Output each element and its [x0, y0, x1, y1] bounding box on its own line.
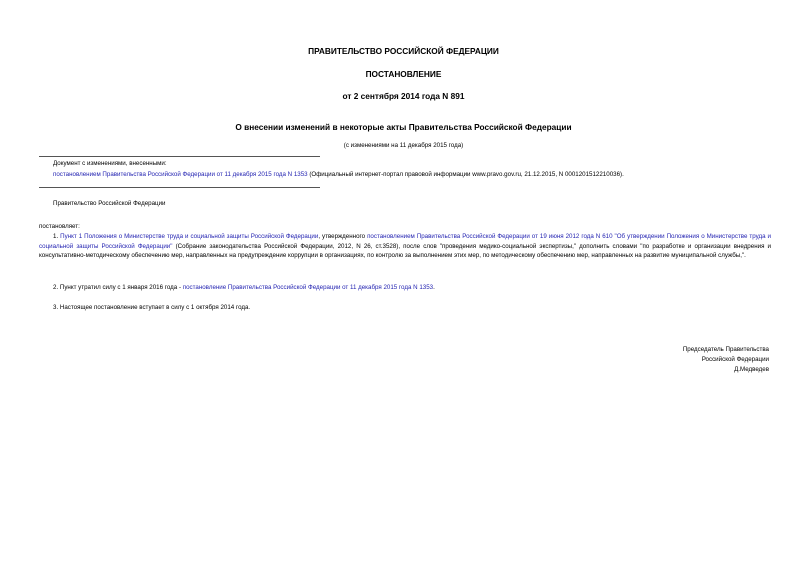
- paragraph-2: [53, 283, 435, 293]
- changes-source-text: (Официальный интернет-портал правовой информации www.pravo.gov.ru, 21.12.2015, N 0001201512210036).: [307, 171, 624, 178]
- paragraph-1-text-b: (Собрание законодательства Российской Федерации, 2012, N 26, ст.3528), после слов "проведения медико-социальной экспертизы," дополнить словами "по разработке и организации внедрения и консультативно-методическому обеспечению мер, направленных на предупреждение коррупции в организациях, по контролю за выполнением этих мер, по методическому обеспечению мер, направленных на развитие муниципальной службы,".: [39, 242, 771, 260]
- document-title: О внесении изменений в некоторые акты Правительства Российской Федерации: [235, 122, 572, 132]
- government-label: Правительство Российской Федерации: [53, 200, 166, 207]
- paragraph-1-number: 1.: [53, 233, 61, 240]
- paragraph-1: [39, 232, 771, 261]
- government-heading: ПРАВИТЕЛЬСТВО РОССИЙСКОЙ ФЕДЕРАЦИИ: [308, 46, 499, 56]
- signature-position: Председатель Правительства: [682, 346, 769, 353]
- decrees-label: постановляет:: [39, 223, 80, 230]
- changes-heading: Документ с изменениями, внесенными:: [53, 160, 167, 167]
- changes-bottom-rule: [39, 187, 320, 188]
- amending-decree-link[interactable]: постановлением Правительства Российской Федерации от 11 декабря 2015 года N 1353: [53, 171, 308, 178]
- ministry-regulation-clause-link[interactable]: Пункт 1 Положения о Министерстве труда и социальной защиты Российской Федерации: [60, 233, 319, 240]
- changes-entry: [53, 170, 624, 180]
- paragraph-1-text-a: , утвержденного: [318, 233, 368, 240]
- decree-1353-link[interactable]: постановление Правительства Российской Федерации от 11 декабря 2015 года N 1353: [182, 284, 434, 291]
- revision-note: (с изменениями на 11 декабря 2015 года): [343, 142, 464, 149]
- decree-610-link[interactable]: постановлением Правительства Российской Федерации от 19 июня 2012 года N 610 "Об утверждении Положения о Министерстве труда и социальной защиты Российской Федерации": [39, 233, 772, 250]
- signature-country: Российской Федерации: [701, 356, 769, 363]
- document-type: ПОСТАНОВЛЕНИЕ: [365, 69, 442, 79]
- paragraph-2-end: .: [433, 284, 435, 291]
- document-date-number: от 2 сентября 2014 года N 891: [342, 91, 465, 101]
- paragraph-2-text: 2. Пункт утратил силу с 1 января 2016 года -: [53, 284, 183, 291]
- signature-name: Д.Медведев: [734, 366, 769, 373]
- changes-top-rule: [39, 156, 320, 157]
- paragraph-3: 3. Настоящее постановление вступает в силу с 1 октября 2014 года.: [53, 304, 251, 311]
